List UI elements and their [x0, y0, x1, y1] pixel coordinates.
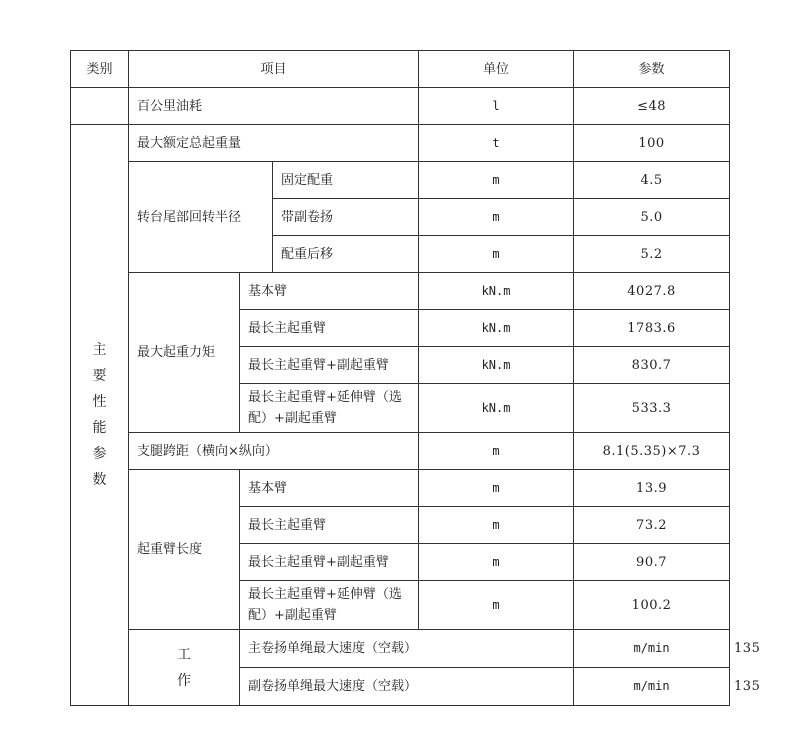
unit-cell: m/min [574, 630, 730, 668]
unit-cell: kN.m [419, 310, 574, 347]
header-item: 项目 [129, 51, 419, 88]
table-row [71, 273, 730, 310]
table-row [71, 88, 730, 125]
unit-cell: m [419, 162, 574, 199]
value-cell: 100.2 [574, 581, 730, 630]
category-empty [71, 88, 129, 125]
item-cell: 副卷扬单绳最大速度（空载） [240, 668, 574, 706]
unit-cell: m/min [574, 668, 730, 706]
value-cell: 4.5 [574, 162, 730, 199]
unit-cell: kN.m [419, 384, 574, 433]
value-cell: 5.0 [574, 199, 730, 236]
value-cell: ≤48 [574, 88, 730, 125]
unit-cell: m [419, 433, 574, 470]
header-category: 类别 [71, 51, 129, 88]
sub-item-cell: 配重后移 [273, 236, 419, 273]
unit-cell: m [419, 470, 574, 507]
value-cell: 8.1(5.35)×7.3 [574, 433, 730, 470]
value-cell: 4027.8 [574, 273, 730, 310]
table-row: 工 作 主卷扬单绳最大速度（空载） m/min 135 [71, 630, 730, 668]
sub-item-cell: 基本臂 [240, 470, 419, 507]
unit-cell: m [419, 581, 574, 630]
sub-item-cell: 最长主起重臂+副起重臂 [240, 544, 419, 581]
value-cell: 73.2 [574, 507, 730, 544]
sub-item-cell: 基本臂 [240, 273, 419, 310]
value-cell: 100 [574, 125, 730, 162]
header-row [71, 51, 730, 88]
unit-cell: t [419, 125, 574, 162]
value-cell: 1783.6 [574, 310, 730, 347]
table-row [71, 470, 730, 507]
value-cell: 13.9 [574, 470, 730, 507]
group-tail-radius: 转台尾部回转半径 [129, 162, 273, 273]
unit-cell: kN.m [419, 347, 574, 384]
value-cell: 5.2 [574, 236, 730, 273]
sub-item-cell: 最长主起重臂 [240, 507, 419, 544]
spec-table [70, 50, 761, 706]
item-cell: 支腿跨距（横向×纵向） [129, 433, 419, 470]
table-row [71, 125, 730, 162]
category-main-performance: 主 要 性 能 参 数 [71, 125, 129, 706]
header-param: 参数 [574, 51, 730, 88]
sub-item-cell: 带副卷扬 [273, 199, 419, 236]
unit-cell: m [419, 507, 574, 544]
value-cell: 533.3 [574, 384, 730, 433]
value-cell: 90.7 [574, 544, 730, 581]
unit-cell: l [419, 88, 574, 125]
group-max-moment: 最大起重力矩 [129, 273, 240, 433]
sub-item-cell: 最长主起重臂+副起重臂 [240, 347, 419, 384]
table-row: 副卷扬单绳最大速度（空载） m/min 135 [71, 668, 730, 706]
unit-cell: m [419, 236, 574, 273]
unit-cell: m [419, 544, 574, 581]
group-boom-length: 起重臂长度 [129, 470, 240, 630]
header-unit: 单位 [419, 51, 574, 88]
table-row [71, 162, 730, 199]
category-work: 工 作 [129, 630, 240, 706]
item-cell: 最大额定总起重量 [129, 125, 419, 162]
item-cell: 百公里油耗 [129, 88, 419, 125]
table-row [71, 433, 730, 470]
sub-item-cell: 固定配重 [273, 162, 419, 199]
sub-item-cell: 最长主起重臂+延伸臂（选配）+副起重臂 [240, 384, 419, 433]
item-cell: 主卷扬单绳最大速度（空载） [240, 630, 574, 668]
sub-item-cell: 最长主起重臂+延伸臂（选配）+副起重臂 [240, 581, 419, 630]
value-cell: 830.7 [574, 347, 730, 384]
unit-cell: kN.m [419, 273, 574, 310]
unit-cell: m [419, 199, 574, 236]
sub-item-cell: 最长主起重臂 [240, 310, 419, 347]
